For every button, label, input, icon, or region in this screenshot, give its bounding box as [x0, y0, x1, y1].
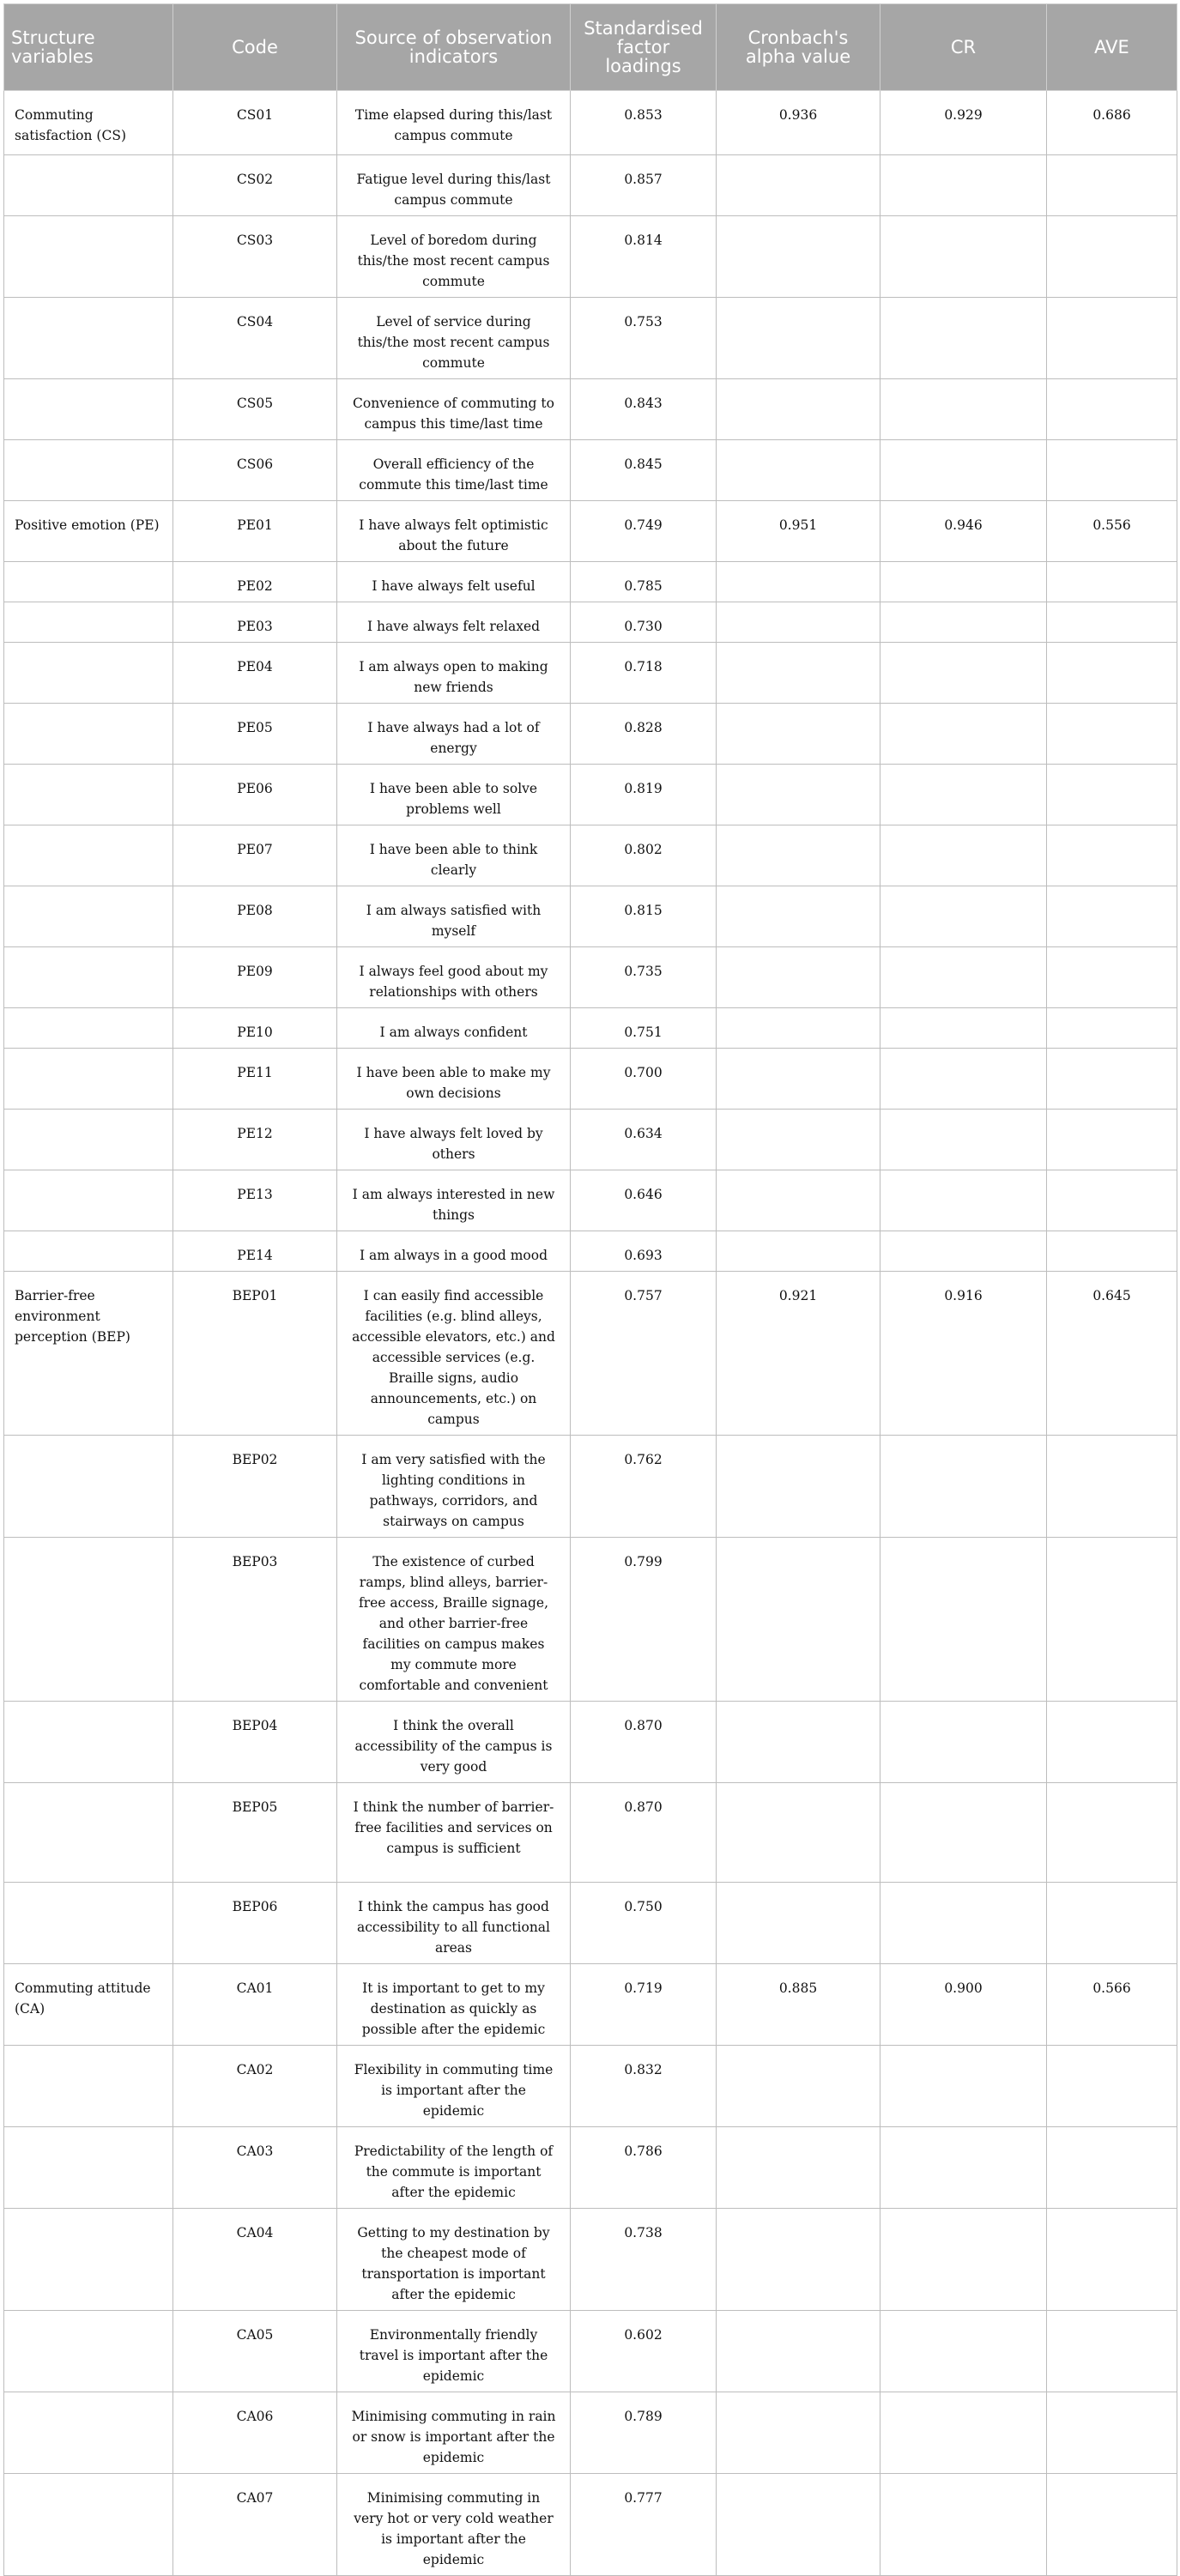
cell-structure-variable	[4, 1049, 173, 1110]
cell-cronbach-alpha	[717, 2209, 880, 2311]
cell-cronbach-alpha	[717, 2127, 880, 2209]
table-row	[4, 825, 1177, 886]
cell-cronbach-alpha	[717, 1538, 880, 1702]
cell-factor-loading: 0.786	[571, 2127, 717, 2209]
cell-factor-loading: 0.719	[571, 1964, 717, 2046]
table-row	[4, 440, 1177, 501]
table-row	[4, 947, 1177, 1008]
cell-cr	[880, 2127, 1047, 2209]
cell-ave	[1047, 1436, 1177, 1538]
cell-factor-loading: 0.843	[571, 379, 717, 440]
cell-code: PE02	[173, 562, 337, 602]
cell-code: PE12	[173, 1110, 337, 1170]
cell-observation-indicator: It is important to get to my destination as quickly as possible after the epidemic	[337, 1964, 571, 2046]
cell-ave	[1047, 643, 1177, 704]
cell-factor-loading: 0.853	[571, 91, 717, 155]
cell-observation-indicator: Level of boredom during this/the most recent campus commute	[337, 216, 571, 298]
cell-cronbach-alpha	[717, 155, 880, 216]
cell-cronbach-alpha	[717, 440, 880, 501]
cell-structure-variable: Commuting satisfaction (CS)	[4, 91, 173, 155]
cell-cr	[880, 1883, 1047, 1964]
cell-observation-indicator: The existence of curbed ramps, blind alleys, barrier-free access, Braille signage, and other barrier-free facilities on campus makes my commute more comfortable and convenient	[337, 1538, 571, 1702]
cell-factor-loading: 0.753	[571, 298, 717, 379]
cell-cronbach-alpha	[717, 2474, 880, 2576]
cell-cronbach-alpha	[717, 1436, 880, 1538]
cell-cr	[880, 886, 1047, 947]
table-row	[4, 1231, 1177, 1272]
table-row	[4, 298, 1177, 379]
cell-cronbach-alpha	[717, 1049, 880, 1110]
cell-observation-indicator: I am always satisfied with myself	[337, 886, 571, 947]
table-row	[4, 2046, 1177, 2127]
table-row	[4, 91, 1177, 155]
cell-ave: 0.645	[1047, 1272, 1177, 1436]
cell-code: PE11	[173, 1049, 337, 1110]
cell-cr	[880, 1538, 1047, 1702]
cell-cr	[880, 1231, 1047, 1272]
cell-cronbach-alpha	[717, 216, 880, 298]
cell-cronbach-alpha	[717, 1783, 880, 1883]
cell-cr	[880, 2311, 1047, 2392]
cell-factor-loading: 0.700	[571, 1049, 717, 1110]
cell-structure-variable	[4, 1110, 173, 1170]
cell-ave	[1047, 765, 1177, 825]
header-cr: CR	[880, 4, 1047, 91]
cell-factor-loading: 0.735	[571, 947, 717, 1008]
cell-observation-indicator: Predictability of the length of the commute is important after the epidemic	[337, 2127, 571, 2209]
cell-observation-indicator: I am always in a good mood	[337, 1231, 571, 1272]
cell-ave	[1047, 379, 1177, 440]
cell-observation-indicator: I am always interested in new things	[337, 1170, 571, 1231]
cell-cronbach-alpha	[717, 379, 880, 440]
cell-factor-loading: 0.819	[571, 765, 717, 825]
cell-factor-loading: 0.785	[571, 562, 717, 602]
cell-cronbach-alpha	[717, 562, 880, 602]
cell-code: PE04	[173, 643, 337, 704]
cell-factor-loading: 0.870	[571, 1783, 717, 1883]
cell-factor-loading: 0.718	[571, 643, 717, 704]
cell-observation-indicator: Getting to my destination by the cheapest mode of transportation is important after the epidemic	[337, 2209, 571, 2311]
cell-cr	[880, 947, 1047, 1008]
table-row	[4, 2392, 1177, 2474]
cell-ave	[1047, 886, 1177, 947]
cell-code: PE03	[173, 602, 337, 643]
cell-observation-indicator: Level of service during this/the most recent campus commute	[337, 298, 571, 379]
table-row	[4, 886, 1177, 947]
cell-ave	[1047, 1783, 1177, 1883]
table-row	[4, 704, 1177, 765]
table-row	[4, 1436, 1177, 1538]
table-row	[4, 562, 1177, 602]
cell-cr	[880, 643, 1047, 704]
cell-cr	[880, 216, 1047, 298]
cell-observation-indicator: I have always felt relaxed	[337, 602, 571, 643]
cell-ave	[1047, 1008, 1177, 1049]
cell-ave	[1047, 1702, 1177, 1783]
cell-factor-loading: 0.814	[571, 216, 717, 298]
table-row	[4, 155, 1177, 216]
measurement-model-table	[3, 3, 1177, 2576]
cell-cronbach-alpha	[717, 1110, 880, 1170]
cell-factor-loading: 0.857	[571, 155, 717, 216]
cell-factor-loading: 0.845	[571, 440, 717, 501]
cell-cr: 0.916	[880, 1272, 1047, 1436]
table-row	[4, 2209, 1177, 2311]
cell-code: CS06	[173, 440, 337, 501]
table-row	[4, 602, 1177, 643]
cell-cronbach-alpha	[717, 947, 880, 1008]
table-row	[4, 1783, 1177, 1883]
cell-cronbach-alpha	[717, 825, 880, 886]
cell-cronbach-alpha	[717, 2392, 880, 2474]
header-cronbach-alpha: Cronbach's alpha value	[717, 4, 880, 91]
cell-factor-loading: 0.646	[571, 1170, 717, 1231]
cell-code: BEP01	[173, 1272, 337, 1436]
cell-factor-loading: 0.738	[571, 2209, 717, 2311]
cell-code: CA02	[173, 2046, 337, 2127]
cell-observation-indicator: I think the overall accessibility of the campus is very good	[337, 1702, 571, 1783]
cell-ave	[1047, 562, 1177, 602]
header-row	[4, 4, 1177, 91]
cell-structure-variable	[4, 562, 173, 602]
cell-factor-loading: 0.750	[571, 1883, 717, 1964]
cell-cr	[880, 298, 1047, 379]
cell-code: CA01	[173, 1964, 337, 2046]
cell-code: CS03	[173, 216, 337, 298]
cell-ave	[1047, 2209, 1177, 2311]
cell-observation-indicator: Convenience of commuting to campus this time/last time	[337, 379, 571, 440]
cell-factor-loading: 0.777	[571, 2474, 717, 2576]
cell-observation-indicator: Minimising commuting in very hot or very cold weather is important after the epidemic	[337, 2474, 571, 2576]
cell-ave	[1047, 1231, 1177, 1272]
cell-cronbach-alpha	[717, 2311, 880, 2392]
cell-code: BEP02	[173, 1436, 337, 1538]
table-row	[4, 379, 1177, 440]
cell-structure-variable	[4, 602, 173, 643]
cell-cr	[880, 1110, 1047, 1170]
cell-structure-variable	[4, 1436, 173, 1538]
cell-ave	[1047, 1049, 1177, 1110]
cell-ave	[1047, 2127, 1177, 2209]
cell-code: BEP04	[173, 1702, 337, 1783]
cell-structure-variable	[4, 440, 173, 501]
cell-factor-loading: 0.751	[571, 1008, 717, 1049]
cell-cronbach-alpha	[717, 1170, 880, 1231]
cell-cr: 0.900	[880, 1964, 1047, 2046]
cell-structure-variable	[4, 765, 173, 825]
table-row	[4, 2474, 1177, 2576]
cell-cr	[880, 1436, 1047, 1538]
cell-cronbach-alpha	[717, 1231, 880, 1272]
cell-code: PE08	[173, 886, 337, 947]
cell-factor-loading: 0.802	[571, 825, 717, 886]
cell-cr	[880, 562, 1047, 602]
cell-factor-loading: 0.749	[571, 501, 717, 562]
cell-code: PE01	[173, 501, 337, 562]
cell-ave	[1047, 155, 1177, 216]
cell-cr	[880, 1783, 1047, 1883]
cell-observation-indicator: I think the campus has good accessibility to all functional areas	[337, 1883, 571, 1964]
table-row	[4, 1883, 1177, 1964]
cell-code: PE10	[173, 1008, 337, 1049]
cell-code: BEP03	[173, 1538, 337, 1702]
cell-structure-variable: Positive emotion (PE)	[4, 501, 173, 562]
cell-structure-variable	[4, 2127, 173, 2209]
cell-cronbach-alpha	[717, 298, 880, 379]
cell-factor-loading: 0.799	[571, 1538, 717, 1702]
cell-structure-variable	[4, 298, 173, 379]
cell-factor-loading: 0.870	[571, 1702, 717, 1783]
cell-factor-loading: 0.762	[571, 1436, 717, 1538]
cell-structure-variable	[4, 947, 173, 1008]
cell-code: CS05	[173, 379, 337, 440]
cell-structure-variable	[4, 216, 173, 298]
cell-cr: 0.946	[880, 501, 1047, 562]
cell-cr	[880, 2209, 1047, 2311]
cell-cr	[880, 440, 1047, 501]
cell-code: CS04	[173, 298, 337, 379]
cell-cronbach-alpha	[717, 1008, 880, 1049]
cell-observation-indicator: I always feel good about my relationships with others	[337, 947, 571, 1008]
cell-cr	[880, 704, 1047, 765]
cell-cronbach-alpha: 0.921	[717, 1272, 880, 1436]
cell-cr	[880, 379, 1047, 440]
table-header	[4, 4, 1177, 91]
cell-cr	[880, 155, 1047, 216]
cell-code: CA07	[173, 2474, 337, 2576]
cell-structure-variable	[4, 704, 173, 765]
cell-observation-indicator: I have been able to make my own decisions	[337, 1049, 571, 1110]
cell-structure-variable	[4, 155, 173, 216]
table-row	[4, 216, 1177, 298]
cell-structure-variable	[4, 2392, 173, 2474]
cell-ave: 0.686	[1047, 91, 1177, 155]
cell-structure-variable	[4, 1783, 173, 1883]
cell-structure-variable	[4, 379, 173, 440]
header-code: Code	[173, 4, 337, 91]
cell-observation-indicator: I have always felt loved by others	[337, 1110, 571, 1170]
cell-cronbach-alpha	[717, 643, 880, 704]
cell-observation-indicator: I have always had a lot of energy	[337, 704, 571, 765]
table-row	[4, 501, 1177, 562]
cell-structure-variable	[4, 1883, 173, 1964]
cell-observation-indicator: I have been able to solve problems well	[337, 765, 571, 825]
cell-cr	[880, 765, 1047, 825]
cell-observation-indicator: I am very satisfied with the lighting conditions in pathways, corridors, and stairways on campus	[337, 1436, 571, 1538]
cell-cr	[880, 1702, 1047, 1783]
cell-factor-loading: 0.602	[571, 2311, 717, 2392]
table-row	[4, 1702, 1177, 1783]
cell-observation-indicator: I have always felt useful	[337, 562, 571, 602]
cell-ave: 0.566	[1047, 1964, 1177, 2046]
cell-observation-indicator: I have been able to think clearly	[337, 825, 571, 886]
cell-cronbach-alpha	[717, 1702, 880, 1783]
cell-cr	[880, 1049, 1047, 1110]
cell-observation-indicator: Time elapsed during this/last campus commute	[337, 91, 571, 155]
cell-code: PE13	[173, 1170, 337, 1231]
cell-structure-variable	[4, 2311, 173, 2392]
cell-cr	[880, 1170, 1047, 1231]
cell-ave	[1047, 2046, 1177, 2127]
cell-cr	[880, 825, 1047, 886]
table-row	[4, 2127, 1177, 2209]
cell-cronbach-alpha	[717, 1883, 880, 1964]
cell-ave: 0.556	[1047, 501, 1177, 562]
cell-structure-variable	[4, 825, 173, 886]
cell-observation-indicator: Fatigue level during this/last campus commute	[337, 155, 571, 216]
cell-code: PE07	[173, 825, 337, 886]
cell-observation-indicator: I am always open to making new friends	[337, 643, 571, 704]
cell-ave	[1047, 1170, 1177, 1231]
cell-ave	[1047, 602, 1177, 643]
cell-cronbach-alpha	[717, 704, 880, 765]
cell-code: CA06	[173, 2392, 337, 2474]
cell-factor-loading: 0.757	[571, 1272, 717, 1436]
cell-ave	[1047, 2392, 1177, 2474]
cell-cr: 0.929	[880, 91, 1047, 155]
cell-observation-indicator: I am always confident	[337, 1008, 571, 1049]
cell-code: BEP05	[173, 1783, 337, 1883]
cell-cronbach-alpha: 0.951	[717, 501, 880, 562]
cell-ave	[1047, 825, 1177, 886]
cell-cronbach-alpha: 0.885	[717, 1964, 880, 2046]
header-factor-loadings: Standardised factor loadings	[571, 4, 717, 91]
cell-observation-indicator: I think the number of barrier-free facilities and services on campus is sufficient	[337, 1783, 571, 1883]
cell-structure-variable	[4, 1538, 173, 1702]
cell-cr	[880, 2474, 1047, 2576]
cell-ave	[1047, 1883, 1177, 1964]
cell-structure-variable	[4, 2209, 173, 2311]
cell-code: CA04	[173, 2209, 337, 2311]
cell-structure-variable	[4, 1170, 173, 1231]
table-row	[4, 1964, 1177, 2046]
cell-ave	[1047, 2474, 1177, 2576]
table-row	[4, 1538, 1177, 1702]
cell-ave	[1047, 1110, 1177, 1170]
cell-structure-variable	[4, 2474, 173, 2576]
cell-structure-variable: Commuting attitude (CA)	[4, 1964, 173, 2046]
table-row	[4, 1008, 1177, 1049]
table-row	[4, 1170, 1177, 1231]
cell-factor-loading: 0.730	[571, 602, 717, 643]
cell-code: CS01	[173, 91, 337, 155]
cell-cr	[880, 602, 1047, 643]
table-row	[4, 1110, 1177, 1170]
cell-structure-variable	[4, 643, 173, 704]
cell-code: CA03	[173, 2127, 337, 2209]
cell-structure-variable	[4, 2046, 173, 2127]
cell-observation-indicator: I can easily find accessible facilities (e.g. blind alleys, accessible elevators, etc.) and accessible services (e.g. Braille signs, audio announcements, etc.) on campus	[337, 1272, 571, 1436]
cell-observation-indicator: Minimising commuting in rain or snow is important after the epidemic	[337, 2392, 571, 2474]
cell-observation-indicator: I have always felt optimistic about the future	[337, 501, 571, 562]
cell-cronbach-alpha	[717, 2046, 880, 2127]
cell-cronbach-alpha	[717, 765, 880, 825]
table-row	[4, 1049, 1177, 1110]
cell-code: PE05	[173, 704, 337, 765]
header-structure-variables: Structure variables	[4, 4, 173, 91]
cell-factor-loading: 0.815	[571, 886, 717, 947]
cell-factor-loading: 0.832	[571, 2046, 717, 2127]
cell-structure-variable: Barrier-free environment perception (BEP)	[4, 1272, 173, 1436]
cell-factor-loading: 0.693	[571, 1231, 717, 1272]
cell-ave	[1047, 947, 1177, 1008]
cell-structure-variable	[4, 1231, 173, 1272]
cell-ave	[1047, 216, 1177, 298]
cell-structure-variable	[4, 1702, 173, 1783]
table-row	[4, 643, 1177, 704]
cell-cronbach-alpha	[717, 886, 880, 947]
cell-factor-loading: 0.634	[571, 1110, 717, 1170]
cell-factor-loading: 0.828	[571, 704, 717, 765]
table-row	[4, 1272, 1177, 1436]
cell-cr	[880, 1008, 1047, 1049]
cell-code: CS02	[173, 155, 337, 216]
cell-cronbach-alpha: 0.936	[717, 91, 880, 155]
cell-ave	[1047, 2311, 1177, 2392]
cell-ave	[1047, 1538, 1177, 1702]
cell-code: PE09	[173, 947, 337, 1008]
cell-structure-variable	[4, 1008, 173, 1049]
cell-code: PE06	[173, 765, 337, 825]
cell-code: BEP06	[173, 1883, 337, 1964]
cell-cronbach-alpha	[717, 602, 880, 643]
cell-code: PE14	[173, 1231, 337, 1272]
header-ave: AVE	[1047, 4, 1177, 91]
cell-observation-indicator: Environmentally friendly travel is important after the epidemic	[337, 2311, 571, 2392]
table-body	[4, 91, 1177, 2576]
table-row	[4, 765, 1177, 825]
cell-cr	[880, 2046, 1047, 2127]
cell-factor-loading: 0.789	[571, 2392, 717, 2474]
cell-ave	[1047, 440, 1177, 501]
cell-observation-indicator: Flexibility in commuting time is important after the epidemic	[337, 2046, 571, 2127]
cell-observation-indicator: Overall efficiency of the commute this time/last time	[337, 440, 571, 501]
header-source: Source of observation indicators	[337, 4, 571, 91]
cell-ave	[1047, 704, 1177, 765]
table-row	[4, 2311, 1177, 2392]
cell-ave	[1047, 298, 1177, 379]
cell-structure-variable	[4, 886, 173, 947]
cell-code: CA05	[173, 2311, 337, 2392]
cell-cr	[880, 2392, 1047, 2474]
